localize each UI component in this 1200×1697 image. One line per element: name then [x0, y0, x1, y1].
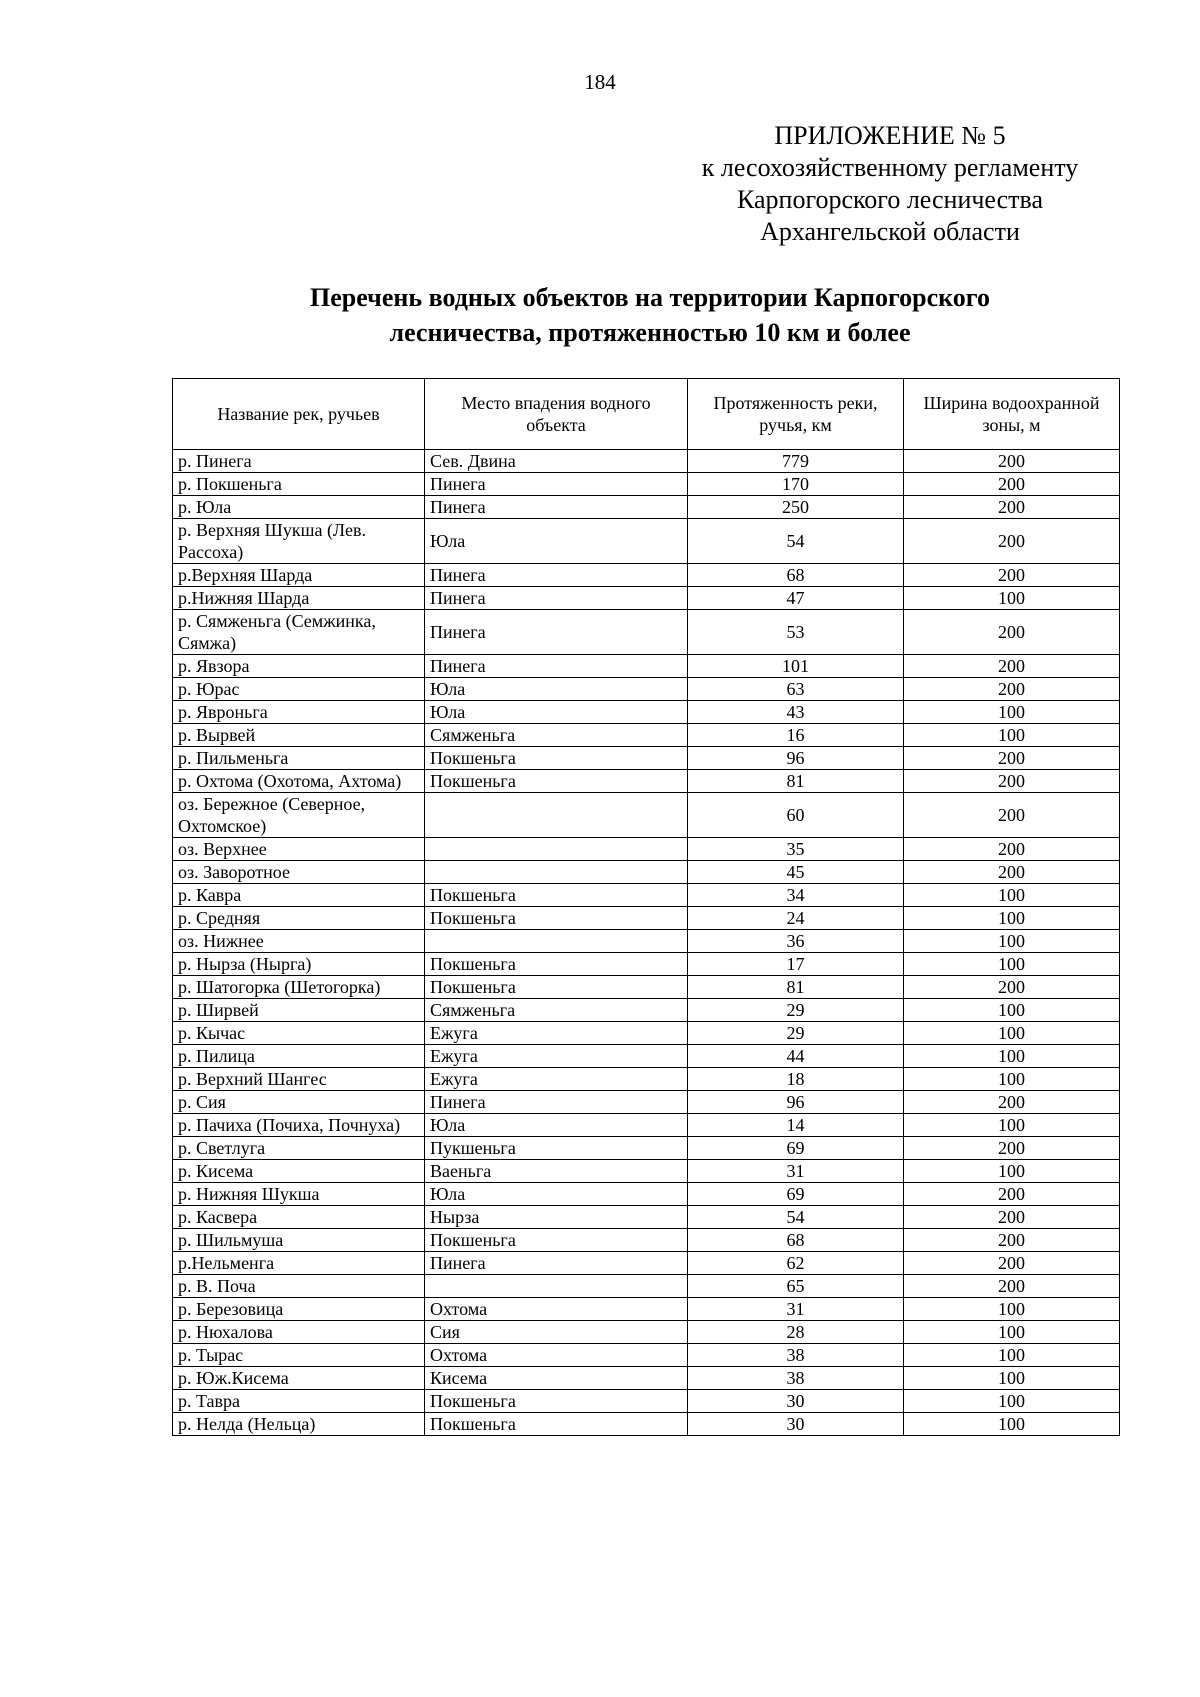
river-name-cell: р. Верхний Шангес	[173, 1068, 425, 1091]
table-row	[173, 610, 1120, 655]
length-cell: 81	[688, 770, 904, 793]
length-cell: 47	[688, 587, 904, 610]
protection-zone-cell: 200	[904, 610, 1120, 655]
river-name-cell: р.Верхняя Шарда	[173, 564, 425, 587]
water-bodies-table	[172, 378, 1120, 1436]
length-cell: 14	[688, 1114, 904, 1137]
table-row	[173, 496, 1120, 519]
length-cell: 68	[688, 564, 904, 587]
length-cell: 31	[688, 1298, 904, 1321]
length-cell: 44	[688, 1045, 904, 1068]
length-cell: 101	[688, 655, 904, 678]
river-name-cell: р. Тавра	[173, 1390, 425, 1413]
mouth-place-cell	[425, 930, 688, 953]
length-cell: 24	[688, 907, 904, 930]
protection-zone-cell: 100	[904, 701, 1120, 724]
length-cell: 38	[688, 1367, 904, 1390]
river-name-cell: р. Вырвей	[173, 724, 425, 747]
length-cell: 45	[688, 861, 904, 884]
river-name-cell: р. Ширвей	[173, 999, 425, 1022]
table-row	[173, 861, 1120, 884]
protection-zone-cell: 200	[904, 976, 1120, 999]
length-cell: 36	[688, 930, 904, 953]
mouth-place-cell: Пинега	[425, 1252, 688, 1275]
length-cell: 31	[688, 1160, 904, 1183]
table-row	[173, 1344, 1120, 1367]
river-name-cell: р.Нельменга	[173, 1252, 425, 1275]
mouth-place-cell: Пукшеньга	[425, 1137, 688, 1160]
table-row	[173, 724, 1120, 747]
length-cell: 65	[688, 1275, 904, 1298]
length-cell: 54	[688, 1206, 904, 1229]
mouth-place-cell: Ежуга	[425, 1022, 688, 1045]
protection-zone-cell: 100	[904, 1068, 1120, 1091]
length-cell: 96	[688, 747, 904, 770]
table-row	[173, 655, 1120, 678]
river-name-cell: р. Шильмуша	[173, 1229, 425, 1252]
table-row	[173, 1275, 1120, 1298]
appendix-region: Архангельской области	[760, 217, 1020, 246]
river-name-cell: р. Касвера	[173, 1206, 425, 1229]
protection-zone-cell: 200	[904, 1275, 1120, 1298]
mouth-place-cell: Ежуга	[425, 1068, 688, 1091]
protection-zone-cell: 100	[904, 1390, 1120, 1413]
protection-zone-cell: 200	[904, 496, 1120, 519]
mouth-place-cell	[425, 861, 688, 884]
table-row	[173, 1137, 1120, 1160]
table-row	[173, 1206, 1120, 1229]
protection-zone-cell: 100	[904, 1045, 1120, 1068]
river-name-cell: оз. Заворотное	[173, 861, 425, 884]
river-name-cell: р. Покшеньга	[173, 473, 425, 496]
mouth-place-cell: Ежуга	[425, 1045, 688, 1068]
table-row	[173, 953, 1120, 976]
length-cell: 62	[688, 1252, 904, 1275]
length-cell: 53	[688, 610, 904, 655]
length-cell: 779	[688, 450, 904, 473]
table-row	[173, 1068, 1120, 1091]
river-name-cell: оз. Бережное (Северное, Охтомское)	[173, 793, 425, 838]
table-row	[173, 1045, 1120, 1068]
length-cell: 170	[688, 473, 904, 496]
protection-zone-cell: 100	[904, 1321, 1120, 1344]
mouth-place-cell: Покшеньга	[425, 1413, 688, 1436]
table-row	[173, 678, 1120, 701]
river-name-cell: р. В. Поча	[173, 1275, 425, 1298]
protection-zone-cell: 200	[904, 1229, 1120, 1252]
mouth-place-cell: Покшеньга	[425, 770, 688, 793]
length-cell: 34	[688, 884, 904, 907]
table-row	[173, 473, 1120, 496]
header-protection-zone: Ширина водоохранной зоны, м	[904, 379, 1120, 450]
protection-zone-cell: 200	[904, 861, 1120, 884]
mouth-place-cell: Нырза	[425, 1206, 688, 1229]
length-cell: 18	[688, 1068, 904, 1091]
table-row	[173, 747, 1120, 770]
table-row	[173, 1229, 1120, 1252]
table-row	[173, 1321, 1120, 1344]
protection-zone-cell: 100	[904, 1160, 1120, 1183]
length-cell: 250	[688, 496, 904, 519]
protection-zone-cell: 100	[904, 930, 1120, 953]
mouth-place-cell: Сямженьга	[425, 999, 688, 1022]
mouth-place-cell	[425, 793, 688, 838]
mouth-place-cell: Покшеньга	[425, 1229, 688, 1252]
length-cell: 29	[688, 999, 904, 1022]
protection-zone-cell: 200	[904, 793, 1120, 838]
river-name-cell: р. Тырас	[173, 1344, 425, 1367]
mouth-place-cell: Сямженьга	[425, 724, 688, 747]
river-name-cell: р. Сямженьга (Семжинка, Сямжа)	[173, 610, 425, 655]
mouth-place-cell: Ваеньга	[425, 1160, 688, 1183]
mouth-place-cell: Пинега	[425, 496, 688, 519]
river-name-cell: р. Нюхалова	[173, 1321, 425, 1344]
protection-zone-cell: 100	[904, 1298, 1120, 1321]
river-name-cell: р. Светлуга	[173, 1137, 425, 1160]
table-row	[173, 976, 1120, 999]
table-row	[173, 450, 1120, 473]
river-name-cell: р. Юж.Кисема	[173, 1367, 425, 1390]
appendix-number: ПРИЛОЖЕНИЕ № 5	[774, 121, 1006, 150]
table-row	[173, 1114, 1120, 1137]
table-row	[173, 1160, 1120, 1183]
mouth-place-cell: Юла	[425, 678, 688, 701]
river-name-cell: р. Явзора	[173, 655, 425, 678]
document-title	[140, 280, 1160, 350]
river-name-cell: р. Шатогорка (Шетогорка)	[173, 976, 425, 999]
river-name-cell: оз. Нижнее	[173, 930, 425, 953]
protection-zone-cell: 200	[904, 770, 1120, 793]
protection-zone-cell: 100	[904, 907, 1120, 930]
protection-zone-cell: 200	[904, 473, 1120, 496]
mouth-place-cell: Покшеньга	[425, 976, 688, 999]
mouth-place-cell: Пинега	[425, 610, 688, 655]
table-row	[173, 884, 1120, 907]
length-cell: 29	[688, 1022, 904, 1045]
protection-zone-cell: 200	[904, 519, 1120, 564]
mouth-place-cell: Охтома	[425, 1344, 688, 1367]
protection-zone-cell: 100	[904, 1367, 1120, 1390]
protection-zone-cell: 200	[904, 1206, 1120, 1229]
mouth-place-cell: Пинега	[425, 587, 688, 610]
header-length: Протяженность реки, ручья, км	[688, 379, 904, 450]
table-row	[173, 793, 1120, 838]
table-row	[173, 930, 1120, 953]
protection-zone-cell: 100	[904, 1413, 1120, 1436]
length-cell: 96	[688, 1091, 904, 1114]
header-mouth-place: Место впадения водного объекта	[425, 379, 688, 450]
river-name-cell: р. Березовица	[173, 1298, 425, 1321]
river-name-cell: р. Пилица	[173, 1045, 425, 1068]
length-cell: 69	[688, 1183, 904, 1206]
protection-zone-cell: 100	[904, 587, 1120, 610]
river-name-cell: р. Юрас	[173, 678, 425, 701]
river-name-cell: р. Юла	[173, 496, 425, 519]
mouth-place-cell: Покшеньга	[425, 1390, 688, 1413]
mouth-place-cell: Пинега	[425, 564, 688, 587]
protection-zone-cell: 200	[904, 1137, 1120, 1160]
river-name-cell: р. Средняя	[173, 907, 425, 930]
table-row	[173, 1091, 1120, 1114]
river-name-cell: оз. Верхнее	[173, 838, 425, 861]
mouth-place-cell: Сев. Двина	[425, 450, 688, 473]
appendix-heading	[660, 120, 1120, 248]
mouth-place-cell: Покшеньга	[425, 884, 688, 907]
length-cell: 17	[688, 953, 904, 976]
protection-zone-cell: 200	[904, 450, 1120, 473]
table-body	[173, 450, 1120, 1436]
river-name-cell: р. Верхняя Шукша (Лев. Рассоха)	[173, 519, 425, 564]
protection-zone-cell: 100	[904, 884, 1120, 907]
mouth-place-cell: Пинега	[425, 473, 688, 496]
length-cell: 16	[688, 724, 904, 747]
river-name-cell: р. Охтома (Охотома, Ахтома)	[173, 770, 425, 793]
river-name-cell: р. Нелда (Нельца)	[173, 1413, 425, 1436]
table-row	[173, 1252, 1120, 1275]
table-row	[173, 907, 1120, 930]
protection-zone-cell: 100	[904, 1114, 1120, 1137]
protection-zone-cell: 200	[904, 838, 1120, 861]
river-name-cell: р. Нижняя Шукша	[173, 1183, 425, 1206]
length-cell: 81	[688, 976, 904, 999]
river-name-cell: р. Нырза (Нырга)	[173, 953, 425, 976]
table-row	[173, 587, 1120, 610]
protection-zone-cell: 200	[904, 1252, 1120, 1275]
protection-zone-cell: 200	[904, 1091, 1120, 1114]
protection-zone-cell: 100	[904, 1344, 1120, 1367]
river-name-cell: р. Пачиха (Почиха, Почнуха)	[173, 1114, 425, 1137]
river-name-cell: р. Явроньга	[173, 701, 425, 724]
length-cell: 54	[688, 519, 904, 564]
river-name-cell: р. Пильменьга	[173, 747, 425, 770]
mouth-place-cell: Юла	[425, 1114, 688, 1137]
mouth-place-cell: Пинега	[425, 655, 688, 678]
table-row	[173, 1413, 1120, 1436]
length-cell: 30	[688, 1413, 904, 1436]
mouth-place-cell: Покшеньга	[425, 907, 688, 930]
protection-zone-cell: 100	[904, 953, 1120, 976]
table-row	[173, 1367, 1120, 1390]
length-cell: 28	[688, 1321, 904, 1344]
appendix-reference: к лесохозяйственному регламенту	[701, 153, 1079, 182]
document-title-line: Перечень водных объектов на территории Карпогорского	[310, 283, 990, 312]
table-row	[173, 1390, 1120, 1413]
mouth-place-cell: Юла	[425, 701, 688, 724]
length-cell: 60	[688, 793, 904, 838]
mouth-place-cell: Юла	[425, 1183, 688, 1206]
river-name-cell: р. Сия	[173, 1091, 425, 1114]
table-row	[173, 701, 1120, 724]
river-name-cell: р. Кавра	[173, 884, 425, 907]
table-row	[173, 1298, 1120, 1321]
mouth-place-cell: Покшеньга	[425, 953, 688, 976]
table-row	[173, 564, 1120, 587]
protection-zone-cell: 200	[904, 1183, 1120, 1206]
protection-zone-cell: 100	[904, 724, 1120, 747]
table-row	[173, 1183, 1120, 1206]
river-name-cell: р.Нижняя Шарда	[173, 587, 425, 610]
page-number: 184	[584, 70, 616, 94]
river-name-cell: р. Кисема	[173, 1160, 425, 1183]
length-cell: 30	[688, 1390, 904, 1413]
length-cell: 35	[688, 838, 904, 861]
protection-zone-cell: 200	[904, 678, 1120, 701]
table-row	[173, 838, 1120, 861]
length-cell: 68	[688, 1229, 904, 1252]
protection-zone-cell: 200	[904, 747, 1120, 770]
length-cell: 69	[688, 1137, 904, 1160]
document-title-line: лесничества, протяженностью 10 км и более	[389, 318, 911, 347]
table-row	[173, 770, 1120, 793]
river-name-cell: р. Кычас	[173, 1022, 425, 1045]
length-cell: 63	[688, 678, 904, 701]
mouth-place-cell	[425, 1275, 688, 1298]
header-river-name: Название рек, ручьев	[173, 379, 425, 450]
mouth-place-cell	[425, 838, 688, 861]
mouth-place-cell: Пинега	[425, 1091, 688, 1114]
mouth-place-cell: Покшеньга	[425, 747, 688, 770]
table-row	[173, 1022, 1120, 1045]
protection-zone-cell: 100	[904, 999, 1120, 1022]
mouth-place-cell: Охтома	[425, 1298, 688, 1321]
appendix-forestry: Карпогорского лесничества	[736, 185, 1043, 214]
protection-zone-cell: 200	[904, 655, 1120, 678]
table-header-row	[173, 379, 1120, 450]
mouth-place-cell: Юла	[425, 519, 688, 564]
mouth-place-cell: Сия	[425, 1321, 688, 1344]
protection-zone-cell: 100	[904, 1022, 1120, 1045]
length-cell: 38	[688, 1344, 904, 1367]
length-cell: 43	[688, 701, 904, 724]
table-row	[173, 519, 1120, 564]
river-name-cell: р. Пинега	[173, 450, 425, 473]
table-row	[173, 999, 1120, 1022]
protection-zone-cell: 200	[904, 564, 1120, 587]
mouth-place-cell: Кисема	[425, 1367, 688, 1390]
